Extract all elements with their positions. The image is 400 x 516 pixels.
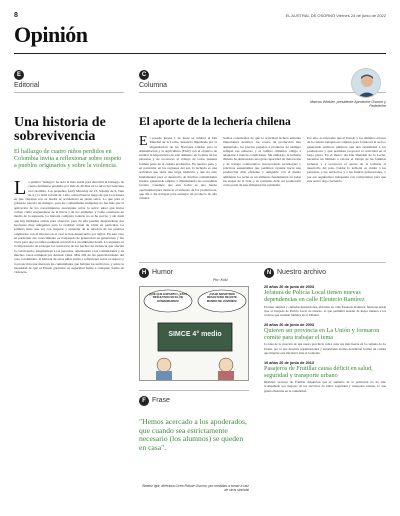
archive-label: Nuestro archivo [277, 269, 327, 276]
editorial-title: Una historia de sobrevivencia [14, 115, 106, 144]
archive-item-text: La idea de la creación de una nueva provincia cobra cada vez más fuerza en la comuna de La Unión, por lo que diversas organizaciones y autoridades locales decidieron formar un comité que impulse esta iniciativa ante el Gobierno. [264, 342, 386, 355]
archive-list [264, 285, 386, 399]
quote-text: "Hemos acercado a los apoderados, que cuando sea estrictamente necesario (los alumnos) se queden en casa". [139, 417, 247, 452]
editorial-body [14, 180, 124, 502]
archive-item [264, 285, 386, 317]
editorial-rule [14, 92, 124, 93]
column-col-1 [139, 136, 217, 256]
archive-icon: N [264, 268, 274, 278]
editorial-body-text: a palabra "milagro" ha sido la más usada para describir el hallazgo de cuatro hermanos perdidos por más de 40 días en la selva del Guaviare en Colombia. Los pequeños Lesly Mucutuy de 13, Soleiny de 9, Tien de 4 y la bebé Cristin de 1 año, sobrevivieron luego de que la avioneta en que viajaban con su madre se accidentara en plena selva. Lo que para el gobierno parecía un milagro, para las comunidades indígenas no fue más que la aplicación de los conocimientos ancestrales sobre la selva: saber qué frutos comer, cómo resguardarse de la lluvia y de los animales, y cómo orientarse en medio de la espesura. La historia completa todavía no se ha escrito y sin duda que hay múltiples aristas para observar, pero de ella pueden desprenderse dos lecciones muy atingentes para la realidad actual de Chile en particular. La primera tiene que ver con respetar y aprender de la relación de los pueblos originarios con el entorno en el cual se han desenvuelto por siglos. En este caso en particular ese conocimiento es traspasado de generación en generación y fue clave para que los niños pudieran sobrevivir a un ambiente hostil. La segunda, es la importancia de proteger los territorios de los hechos de violencia que afectan la convivencia, estigmatizan a las personas, amedrentan a las comunidades y en muchos casos terminan por destruir vidas. Más allá de las particularidades del caso colombiano, la historia de estos niños invita a reflexionar sobre el respeto y la protección que merecen las comunidades que habitan los territorios, y sobre la necesidad de que el Estado garantice su seguridad frente a cualquier forma de violencia. [14, 180, 124, 275]
column-dropcap: E [139, 136, 148, 149]
cartoon-board-text: SIMCE 4° medio [168, 331, 222, 338]
archive-item-text: Distintos sectores de Frutillar denuncian que el aumento de la población no ha sido acompañado por mejoras en los servicios de salud, seguridad y transporte urbano, lo que genera molestia en la comunidad. [264, 380, 386, 393]
archive-item-headline: Quieren ser provincia en La Unión y formaron comité para trabajar el tema [264, 326, 380, 341]
archive-item-headline: Jefatura de Policía Local tienen nuevas dependencias en calle Eleuterio Ramírez [264, 289, 365, 303]
author-avatar-icon [352, 69, 381, 98]
humor-icon: H [139, 268, 149, 278]
author-photo [351, 68, 381, 98]
newspaper-dateline: EL AUSTRAL DE OSORNO Viernes 24 de junio de 2022 [285, 13, 386, 18]
column-col-2: Somos conscientes de que la actividad lechera enfrenta importantes desafíos: los costos de producción han aumentado, los precios pagados a productor no siempre reflejan ese esfuerzo y el cambio climático obliga a adaptarse a nuevas condiciones. Sin embargo, la lechería chilena ha demostrado una gran capacidad de innovación y de trabajo colaborativo, incorporando tecnologías y prácticas sustentables que permiten avanzar hacia una producción más eficiente y amigable con el medio ambiente. La leche es un alimento fundamental en todas las etapas de la vida, y su consumo debe ser promovido como parte de una alimentación saludable. [223, 136, 301, 188]
archive-item [264, 323, 386, 355]
column-icon: C [139, 70, 149, 80]
archive-item [264, 361, 386, 393]
top-line [14, 12, 386, 20]
quote-icon: F [139, 396, 149, 406]
quote-source: Beatriz Igor, directora Liceo Rahue Osorno, por medidas a tomar a raíz de virus sincicial [142, 484, 249, 493]
quote-rule [139, 390, 249, 391]
archive-item-date: 20 años 20 de junio de 2003 [264, 285, 315, 289]
header-rule [14, 53, 386, 54]
cartoon-bubble-right: ¡VIAJE NOSOTROS RESULTADO DE ESTE MUNDO DE JÓVENES! [206, 292, 238, 303]
archive-item-text: En unas amplias y cómodas instalaciones, ubicadas en calle Eleuterio Ramírez, funciona desde ayer el Juzgado de Policía Local de Osorno, lo que permitirá atender de mejor manera a los vecinos que realizan trámites en el tribunal. [264, 304, 386, 317]
column-col-3: Por ello, es relevante que el Estado y los distintos actores de la cadena trabajen en conjunto para fortalecer el sector, generando políticas públicas que den estabilidad a los productores y que permitan proyectar la actividad en el largo plazo. En el marco del Día Mundial de la Leche, hacemos un llamado a valorar el trabajo de las familias lecheras y a reconocer el aporte de la lechería al desarrollo del país. Cuidar la lechería es cuidar a las personas, a los territorios y a las futuras generaciones, y por eso seguiremos trabajando con compromiso para que este sector siga creciendo. [307, 136, 386, 183]
column-title: El aporte de la lechería chilena [139, 116, 291, 128]
humor-cartoon [139, 286, 249, 381]
archive-item-date: 10 años 20 de junio de 2013 [264, 360, 315, 365]
column-author: Marcos Winkler, presidente Aproleche Osorno y Fedeleche [310, 100, 386, 109]
editorial-icon: E [14, 70, 24, 80]
page-number: 8 [14, 12, 18, 19]
cartoon-author: Por: Koki [213, 278, 228, 282]
editorial-dropcap: L [14, 180, 27, 199]
archive-item-date: 20 años 20 de junio de 2003 [264, 322, 315, 327]
cartoon-bubble-left: ¡QUÉ QUE ESPANTO! ¿ESTA RESULTADO EN EL DE HUMANIDADES! [148, 292, 188, 303]
archive-item-headline: Pasajeros de Frutillar causa déficit en salud, seguridad y transporte urbano [264, 364, 373, 379]
column-label: Columna [139, 82, 168, 89]
quote-label: Frase [152, 397, 170, 404]
editorial-lead: El hallazgo de cuatro niños perdidos en Colombia invita a reflexionar sobre respeto a pueblos originarios y sobre la violencia. [14, 148, 122, 170]
column-rule [139, 92, 386, 93]
editorial-label: Editorial [14, 82, 40, 89]
column-col-1-text: l pasado jueves 1 de junio se celebró el Día Mundial de la Leche, instancia impulsada por la Organización de las Naciones Unidas para la Alimentación y la Agricultura (FAO) con el objetivo de resaltar la importancia de este alimento en la dieta de las personas y de reconocer el trabajo de todos quienes forman parte de la cadena productiva. En nuestro país, y en particular en las regiones del sur, la lechería es una actividad que tiene una larga tradición y que ha sido fundamental para el desarrollo de muchas comunidades rurales, generando empleo y dinamizando las economías locales. Creemos que esta fecha es una buena oportunidad para destacar el esfuerzo de los productores, que día a día trabajan para entregar un producto de alta calidad. [139, 136, 217, 201]
lower-rule [139, 262, 386, 263]
humor-label: Humor [152, 269, 174, 276]
section-masthead: Opinión [14, 22, 88, 47]
